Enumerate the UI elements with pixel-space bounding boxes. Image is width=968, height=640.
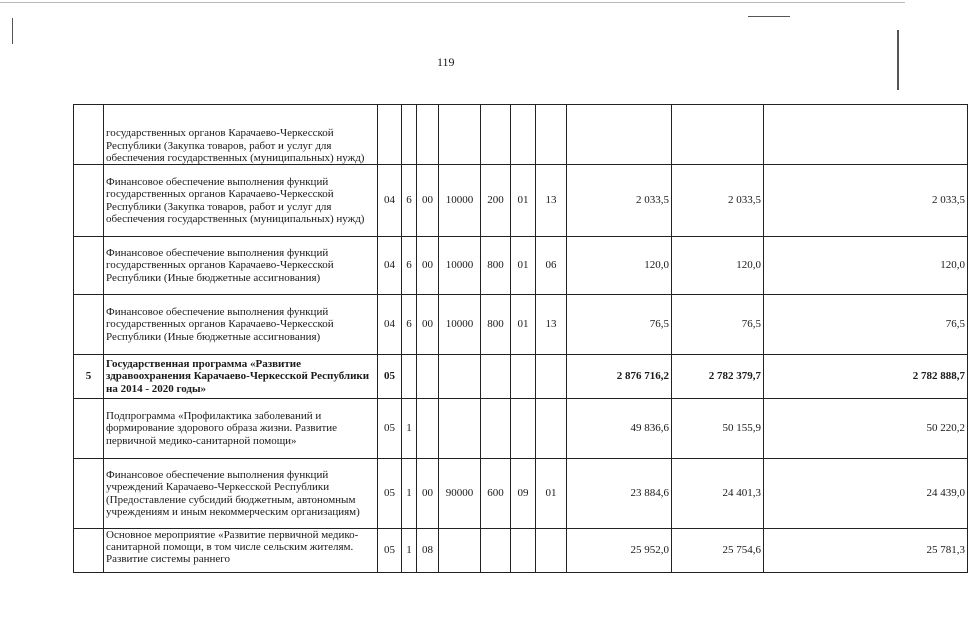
code-cell: 05 [378, 399, 402, 459]
row-number [74, 459, 104, 529]
code-cell: 1 [402, 459, 417, 529]
amount-cell: 76,5 [567, 295, 672, 355]
row-name: государственных органов Карачаево-Черкесской Республики (Закупка товаров, работ и услуг для обеспечения государственных (муниципальных) нужд) [104, 105, 378, 165]
code-cell: 6 [402, 295, 417, 355]
code-cell: 01 [511, 295, 536, 355]
code-cell: 10000 [439, 237, 481, 295]
row-name: Финансовое обеспечение выполнения функций государственных органов Карачаево-Черкесской Республики (Закупка товаров, работ и услуг для обеспечения государственных (муниципальных) нужд) [104, 165, 378, 237]
code-cell: 01 [536, 459, 567, 529]
row-name: Основное мероприятие «Развитие первичной медико-санитарной помощи, в том числе сельским жителям. Развитие системы раннего [104, 529, 378, 573]
row-number [74, 295, 104, 355]
code-cell [417, 355, 439, 399]
amount-cell: 2 033,5 [672, 165, 764, 237]
code-cell: 08 [417, 529, 439, 573]
code-cell [481, 355, 511, 399]
code-cell [481, 529, 511, 573]
code-cell: 90000 [439, 459, 481, 529]
table-row [74, 529, 968, 573]
code-cell [536, 529, 567, 573]
code-cell [439, 529, 481, 573]
row-number [74, 165, 104, 237]
code-cell [511, 355, 536, 399]
code-cell: 10000 [439, 295, 481, 355]
code-cell: 01 [511, 237, 536, 295]
code-cell [402, 105, 417, 165]
code-cell: 200 [481, 165, 511, 237]
row-number: 5 [74, 355, 104, 399]
amount-cell [672, 105, 764, 165]
code-cell: 00 [417, 459, 439, 529]
code-cell: 05 [378, 355, 402, 399]
scan-artifact-top-right-dash [748, 16, 790, 17]
code-cell [511, 529, 536, 573]
budget-table [73, 104, 968, 573]
code-cell [481, 105, 511, 165]
code-cell [378, 105, 402, 165]
code-cell: 04 [378, 165, 402, 237]
table-row [74, 399, 968, 459]
code-cell [536, 399, 567, 459]
amount-cell: 2 876 716,2 [567, 355, 672, 399]
code-cell: 00 [417, 295, 439, 355]
amount-cell [567, 105, 672, 165]
amount-cell: 24 439,0 [764, 459, 968, 529]
amount-cell: 120,0 [672, 237, 764, 295]
code-cell [536, 105, 567, 165]
code-cell: 09 [511, 459, 536, 529]
row-name: Финансовое обеспечение выполнения функций государственных органов Карачаево-Черкесской Республики (Иные бюджетные ассигнования) [104, 295, 378, 355]
scan-artifact-right-vertical [897, 30, 899, 90]
code-cell: 1 [402, 399, 417, 459]
code-cell: 10000 [439, 165, 481, 237]
scan-artifact-top-line [0, 2, 905, 3]
row-number [74, 399, 104, 459]
code-cell [511, 105, 536, 165]
code-cell: 04 [378, 295, 402, 355]
table-row [74, 237, 968, 295]
row-name: Подпрограмма «Профилактика заболеваний и формирование здорового образа жизни. Развитие первичной медико-санитарной помощи» [104, 399, 378, 459]
code-cell [439, 105, 481, 165]
row-number [74, 105, 104, 165]
amount-cell: 2 782 888,7 [764, 355, 968, 399]
code-cell: 600 [481, 459, 511, 529]
code-cell [417, 399, 439, 459]
code-cell: 13 [536, 165, 567, 237]
amount-cell: 2 033,5 [764, 165, 968, 237]
code-cell [439, 399, 481, 459]
amount-cell: 2 033,5 [567, 165, 672, 237]
row-name: Государственная программа «Развитие здравоохранения Карачаево-Черкесской Республики на 2014 - 2020 годы» [104, 355, 378, 399]
code-cell: 13 [536, 295, 567, 355]
amount-cell: 2 782 379,7 [672, 355, 764, 399]
code-cell: 800 [481, 295, 511, 355]
code-cell: 00 [417, 237, 439, 295]
code-cell: 06 [536, 237, 567, 295]
amount-cell: 49 836,6 [567, 399, 672, 459]
amount-cell: 120,0 [764, 237, 968, 295]
code-cell [439, 355, 481, 399]
code-cell: 01 [511, 165, 536, 237]
table-row [74, 295, 968, 355]
amount-cell: 25 781,3 [764, 529, 968, 573]
code-cell: 00 [417, 165, 439, 237]
row-number [74, 529, 104, 573]
amount-cell: 25 952,0 [567, 529, 672, 573]
amount-cell: 50 155,9 [672, 399, 764, 459]
page-number: 119 [437, 55, 455, 69]
amount-cell: 24 401,3 [672, 459, 764, 529]
amount-cell: 120,0 [567, 237, 672, 295]
amount-cell [764, 105, 968, 165]
code-cell: 04 [378, 237, 402, 295]
code-cell: 6 [402, 237, 417, 295]
code-cell [511, 399, 536, 459]
code-cell: 800 [481, 237, 511, 295]
table-row [74, 105, 968, 165]
amount-cell: 23 884,6 [567, 459, 672, 529]
amount-cell: 50 220,2 [764, 399, 968, 459]
code-cell [417, 105, 439, 165]
code-cell [536, 355, 567, 399]
code-cell: 6 [402, 165, 417, 237]
table-row-program [74, 355, 968, 399]
code-cell: 05 [378, 529, 402, 573]
row-number [74, 237, 104, 295]
table-row [74, 459, 968, 529]
table-row [74, 165, 968, 237]
row-name: Финансовое обеспечение выполнения функций государственных органов Карачаево-Черкесской Республики (Иные бюджетные ассигнования) [104, 237, 378, 295]
code-cell [402, 355, 417, 399]
amount-cell: 25 754,6 [672, 529, 764, 573]
amount-cell: 76,5 [764, 295, 968, 355]
amount-cell: 76,5 [672, 295, 764, 355]
scan-artifact-left-vertical [12, 18, 13, 44]
code-cell [481, 399, 511, 459]
code-cell: 1 [402, 529, 417, 573]
row-name: Финансовое обеспечение выполнения функций учреждений Карачаево-Черкесской Республики (Предоставление субсидий бюджетным, автономным учреждениям и иным некоммерческим организациям) [104, 459, 378, 529]
code-cell: 05 [378, 459, 402, 529]
